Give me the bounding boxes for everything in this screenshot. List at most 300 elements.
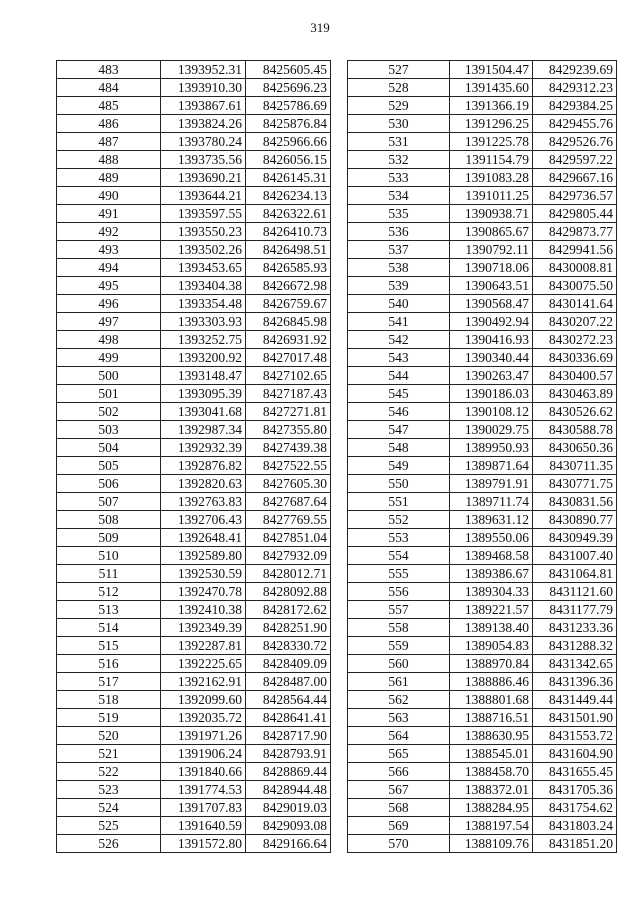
y-coordinate-cell: 8430771.75 bbox=[533, 475, 617, 493]
table-row bbox=[348, 583, 617, 601]
y-coordinate-cell: 8431851.20 bbox=[533, 835, 617, 853]
x-coordinate-cell: 1393303.93 bbox=[161, 313, 246, 331]
table-row bbox=[348, 313, 617, 331]
y-coordinate-cell: 8429667.16 bbox=[533, 169, 617, 187]
table-row bbox=[57, 511, 331, 529]
table-row bbox=[57, 385, 331, 403]
point-number-cell: 521 bbox=[57, 745, 161, 763]
y-coordinate-cell: 8431288.32 bbox=[533, 637, 617, 655]
point-number-cell: 558 bbox=[348, 619, 450, 637]
point-number-cell: 529 bbox=[348, 97, 450, 115]
y-coordinate-cell: 8429941.56 bbox=[533, 241, 617, 259]
table-row bbox=[348, 835, 617, 853]
table-row bbox=[57, 727, 331, 745]
x-coordinate-cell: 1392820.63 bbox=[161, 475, 246, 493]
point-number-cell: 499 bbox=[57, 349, 161, 367]
y-coordinate-cell: 8431803.24 bbox=[533, 817, 617, 835]
y-coordinate-cell: 8430831.56 bbox=[533, 493, 617, 511]
point-number-cell: 518 bbox=[57, 691, 161, 709]
y-coordinate-cell: 8428564.44 bbox=[246, 691, 331, 709]
table-row bbox=[57, 133, 331, 151]
point-number-cell: 491 bbox=[57, 205, 161, 223]
y-coordinate-cell: 8429873.77 bbox=[533, 223, 617, 241]
point-number-cell: 511 bbox=[57, 565, 161, 583]
y-coordinate-cell: 8429239.69 bbox=[533, 61, 617, 79]
table-row bbox=[348, 133, 617, 151]
table-row bbox=[348, 205, 617, 223]
x-coordinate-cell: 1391971.26 bbox=[161, 727, 246, 745]
table-row bbox=[348, 187, 617, 205]
y-coordinate-cell: 8430400.57 bbox=[533, 367, 617, 385]
point-number-cell: 548 bbox=[348, 439, 450, 457]
y-coordinate-cell: 8431705.36 bbox=[533, 781, 617, 799]
table-row bbox=[57, 547, 331, 565]
x-coordinate-cell: 1390108.12 bbox=[450, 403, 533, 421]
point-number-cell: 557 bbox=[348, 601, 450, 619]
point-number-cell: 505 bbox=[57, 457, 161, 475]
point-number-cell: 569 bbox=[348, 817, 450, 835]
point-number-cell: 509 bbox=[57, 529, 161, 547]
x-coordinate-cell: 1389550.06 bbox=[450, 529, 533, 547]
point-number-cell: 531 bbox=[348, 133, 450, 151]
y-coordinate-cell: 8427605.30 bbox=[246, 475, 331, 493]
y-coordinate-cell: 8426759.67 bbox=[246, 295, 331, 313]
table-row bbox=[57, 367, 331, 385]
y-coordinate-cell: 8427102.65 bbox=[246, 367, 331, 385]
table-row bbox=[348, 439, 617, 457]
table-row bbox=[57, 313, 331, 331]
x-coordinate-cell: 1388372.01 bbox=[450, 781, 533, 799]
y-coordinate-cell: 8429455.76 bbox=[533, 115, 617, 133]
table-row bbox=[57, 457, 331, 475]
x-coordinate-cell: 1393252.75 bbox=[161, 331, 246, 349]
table-row bbox=[57, 241, 331, 259]
table-row bbox=[57, 781, 331, 799]
y-coordinate-cell: 8428641.41 bbox=[246, 709, 331, 727]
y-coordinate-cell: 8430336.69 bbox=[533, 349, 617, 367]
point-number-cell: 540 bbox=[348, 295, 450, 313]
point-number-cell: 568 bbox=[348, 799, 450, 817]
point-number-cell: 526 bbox=[57, 835, 161, 853]
y-coordinate-cell: 8430141.64 bbox=[533, 295, 617, 313]
point-number-cell: 570 bbox=[348, 835, 450, 853]
x-coordinate-cell: 1393644.21 bbox=[161, 187, 246, 205]
x-coordinate-cell: 1388886.46 bbox=[450, 673, 533, 691]
x-coordinate-cell: 1388109.76 bbox=[450, 835, 533, 853]
x-coordinate-cell: 1389711.74 bbox=[450, 493, 533, 511]
y-coordinate-cell: 8428172.62 bbox=[246, 601, 331, 619]
table-row bbox=[348, 673, 617, 691]
x-coordinate-cell: 1390938.71 bbox=[450, 205, 533, 223]
point-number-cell: 500 bbox=[57, 367, 161, 385]
y-coordinate-cell: 8430075.50 bbox=[533, 277, 617, 295]
point-number-cell: 551 bbox=[348, 493, 450, 511]
x-coordinate-cell: 1391154.79 bbox=[450, 151, 533, 169]
x-coordinate-cell: 1390718.06 bbox=[450, 259, 533, 277]
y-coordinate-cell: 8428409.09 bbox=[246, 655, 331, 673]
x-coordinate-cell: 1389950.93 bbox=[450, 439, 533, 457]
point-number-cell: 486 bbox=[57, 115, 161, 133]
y-coordinate-cell: 8427017.48 bbox=[246, 349, 331, 367]
point-number-cell: 506 bbox=[57, 475, 161, 493]
table-row bbox=[57, 763, 331, 781]
point-number-cell: 496 bbox=[57, 295, 161, 313]
table-row bbox=[348, 259, 617, 277]
x-coordinate-cell: 1390643.51 bbox=[450, 277, 533, 295]
x-coordinate-cell: 1393867.61 bbox=[161, 97, 246, 115]
point-number-cell: 561 bbox=[348, 673, 450, 691]
table-row bbox=[348, 403, 617, 421]
y-coordinate-cell: 8431754.62 bbox=[533, 799, 617, 817]
point-number-cell: 544 bbox=[348, 367, 450, 385]
point-number-cell: 546 bbox=[348, 403, 450, 421]
point-number-cell: 495 bbox=[57, 277, 161, 295]
x-coordinate-cell: 1389054.83 bbox=[450, 637, 533, 655]
point-number-cell: 547 bbox=[348, 421, 450, 439]
table-row bbox=[348, 763, 617, 781]
x-coordinate-cell: 1391707.83 bbox=[161, 799, 246, 817]
y-coordinate-cell: 8426410.73 bbox=[246, 223, 331, 241]
point-number-cell: 556 bbox=[348, 583, 450, 601]
table-row bbox=[348, 349, 617, 367]
table-row bbox=[348, 493, 617, 511]
table-row bbox=[348, 97, 617, 115]
table-row bbox=[348, 151, 617, 169]
table-row bbox=[57, 835, 331, 853]
point-number-cell: 501 bbox=[57, 385, 161, 403]
x-coordinate-cell: 1389791.91 bbox=[450, 475, 533, 493]
y-coordinate-cell: 8427769.55 bbox=[246, 511, 331, 529]
y-coordinate-cell: 8426145.31 bbox=[246, 169, 331, 187]
table-row bbox=[348, 547, 617, 565]
x-coordinate-cell: 1391840.66 bbox=[161, 763, 246, 781]
x-coordinate-cell: 1390263.47 bbox=[450, 367, 533, 385]
point-number-cell: 562 bbox=[348, 691, 450, 709]
x-coordinate-cell: 1393780.24 bbox=[161, 133, 246, 151]
point-number-cell: 549 bbox=[348, 457, 450, 475]
table-row bbox=[57, 79, 331, 97]
y-coordinate-cell: 8430463.89 bbox=[533, 385, 617, 403]
table-row bbox=[348, 331, 617, 349]
y-coordinate-cell: 8427187.43 bbox=[246, 385, 331, 403]
x-coordinate-cell: 1393735.56 bbox=[161, 151, 246, 169]
y-coordinate-cell: 8431655.45 bbox=[533, 763, 617, 781]
table-row bbox=[348, 619, 617, 637]
x-coordinate-cell: 1393404.38 bbox=[161, 277, 246, 295]
x-coordinate-cell: 1389138.40 bbox=[450, 619, 533, 637]
x-coordinate-cell: 1393095.39 bbox=[161, 385, 246, 403]
table-row bbox=[348, 799, 617, 817]
table-row bbox=[348, 637, 617, 655]
y-coordinate-cell: 8430949.39 bbox=[533, 529, 617, 547]
y-coordinate-cell: 8431604.90 bbox=[533, 745, 617, 763]
point-number-cell: 487 bbox=[57, 133, 161, 151]
table-row bbox=[57, 565, 331, 583]
table-row bbox=[348, 223, 617, 241]
x-coordinate-cell: 1388970.84 bbox=[450, 655, 533, 673]
table-row bbox=[348, 691, 617, 709]
y-coordinate-cell: 8426672.98 bbox=[246, 277, 331, 295]
point-number-cell: 560 bbox=[348, 655, 450, 673]
point-number-cell: 490 bbox=[57, 187, 161, 205]
y-coordinate-cell: 8428251.90 bbox=[246, 619, 331, 637]
table-row bbox=[57, 601, 331, 619]
table-row bbox=[348, 745, 617, 763]
y-coordinate-cell: 8427439.38 bbox=[246, 439, 331, 457]
table-row bbox=[57, 799, 331, 817]
y-coordinate-cell: 8430272.23 bbox=[533, 331, 617, 349]
point-number-cell: 564 bbox=[348, 727, 450, 745]
x-coordinate-cell: 1391906.24 bbox=[161, 745, 246, 763]
table-row bbox=[348, 475, 617, 493]
y-coordinate-cell: 8431121.60 bbox=[533, 583, 617, 601]
point-number-cell: 543 bbox=[348, 349, 450, 367]
table-row bbox=[57, 277, 331, 295]
point-number-cell: 567 bbox=[348, 781, 450, 799]
y-coordinate-cell: 8426322.61 bbox=[246, 205, 331, 223]
table-row bbox=[348, 511, 617, 529]
y-coordinate-cell: 8430650.36 bbox=[533, 439, 617, 457]
point-number-cell: 508 bbox=[57, 511, 161, 529]
x-coordinate-cell: 1392987.34 bbox=[161, 421, 246, 439]
x-coordinate-cell: 1388716.51 bbox=[450, 709, 533, 727]
point-number-cell: 503 bbox=[57, 421, 161, 439]
y-coordinate-cell: 8429019.03 bbox=[246, 799, 331, 817]
point-number-cell: 555 bbox=[348, 565, 450, 583]
x-coordinate-cell: 1393453.65 bbox=[161, 259, 246, 277]
y-coordinate-cell: 8431177.79 bbox=[533, 601, 617, 619]
x-coordinate-cell: 1388630.95 bbox=[450, 727, 533, 745]
point-number-cell: 552 bbox=[348, 511, 450, 529]
y-coordinate-cell: 8431501.90 bbox=[533, 709, 617, 727]
y-coordinate-cell: 8429093.08 bbox=[246, 817, 331, 835]
table-row bbox=[57, 151, 331, 169]
table-row bbox=[348, 79, 617, 97]
point-number-cell: 528 bbox=[348, 79, 450, 97]
table-row bbox=[57, 637, 331, 655]
point-number-cell: 515 bbox=[57, 637, 161, 655]
point-number-cell: 492 bbox=[57, 223, 161, 241]
x-coordinate-cell: 1391011.25 bbox=[450, 187, 533, 205]
y-coordinate-cell: 8430711.35 bbox=[533, 457, 617, 475]
point-number-cell: 537 bbox=[348, 241, 450, 259]
point-number-cell: 512 bbox=[57, 583, 161, 601]
x-coordinate-cell: 1393550.23 bbox=[161, 223, 246, 241]
table-row bbox=[348, 457, 617, 475]
x-coordinate-cell: 1393824.26 bbox=[161, 115, 246, 133]
y-coordinate-cell: 8426931.92 bbox=[246, 331, 331, 349]
y-coordinate-cell: 8427851.04 bbox=[246, 529, 331, 547]
table-row bbox=[348, 709, 617, 727]
x-coordinate-cell: 1392932.39 bbox=[161, 439, 246, 457]
y-coordinate-cell: 8431007.40 bbox=[533, 547, 617, 565]
y-coordinate-cell: 8431064.81 bbox=[533, 565, 617, 583]
x-coordinate-cell: 1389468.58 bbox=[450, 547, 533, 565]
coordinates-table-right bbox=[347, 60, 617, 853]
y-coordinate-cell: 8425696.23 bbox=[246, 79, 331, 97]
table-row bbox=[57, 619, 331, 637]
table-row bbox=[57, 475, 331, 493]
y-coordinate-cell: 8429805.44 bbox=[533, 205, 617, 223]
table-row bbox=[57, 205, 331, 223]
point-number-cell: 563 bbox=[348, 709, 450, 727]
table-row bbox=[57, 655, 331, 673]
table-row bbox=[57, 61, 331, 79]
x-coordinate-cell: 1388545.01 bbox=[450, 745, 533, 763]
table-row bbox=[348, 565, 617, 583]
table-row bbox=[57, 223, 331, 241]
point-number-cell: 545 bbox=[348, 385, 450, 403]
point-number-cell: 536 bbox=[348, 223, 450, 241]
table-row bbox=[57, 709, 331, 727]
point-number-cell: 484 bbox=[57, 79, 161, 97]
x-coordinate-cell: 1390029.75 bbox=[450, 421, 533, 439]
point-number-cell: 532 bbox=[348, 151, 450, 169]
point-number-cell: 542 bbox=[348, 331, 450, 349]
point-number-cell: 502 bbox=[57, 403, 161, 421]
x-coordinate-cell: 1392162.91 bbox=[161, 673, 246, 691]
y-coordinate-cell: 8429166.64 bbox=[246, 835, 331, 853]
point-number-cell: 539 bbox=[348, 277, 450, 295]
x-coordinate-cell: 1390340.44 bbox=[450, 349, 533, 367]
point-number-cell: 553 bbox=[348, 529, 450, 547]
x-coordinate-cell: 1393502.26 bbox=[161, 241, 246, 259]
x-coordinate-cell: 1392706.43 bbox=[161, 511, 246, 529]
y-coordinate-cell: 8429526.76 bbox=[533, 133, 617, 151]
y-coordinate-cell: 8430207.22 bbox=[533, 313, 617, 331]
x-coordinate-cell: 1392648.41 bbox=[161, 529, 246, 547]
table-row bbox=[57, 421, 331, 439]
y-coordinate-cell: 8425605.45 bbox=[246, 61, 331, 79]
point-number-cell: 524 bbox=[57, 799, 161, 817]
point-number-cell: 483 bbox=[57, 61, 161, 79]
y-coordinate-cell: 8425876.84 bbox=[246, 115, 331, 133]
y-coordinate-cell: 8428944.48 bbox=[246, 781, 331, 799]
x-coordinate-cell: 1389631.12 bbox=[450, 511, 533, 529]
x-coordinate-cell: 1389871.64 bbox=[450, 457, 533, 475]
point-number-cell: 541 bbox=[348, 313, 450, 331]
point-number-cell: 498 bbox=[57, 331, 161, 349]
table-row bbox=[348, 421, 617, 439]
table-row bbox=[57, 745, 331, 763]
x-coordinate-cell: 1392530.59 bbox=[161, 565, 246, 583]
point-number-cell: 488 bbox=[57, 151, 161, 169]
point-number-cell: 525 bbox=[57, 817, 161, 835]
y-coordinate-cell: 8428012.71 bbox=[246, 565, 331, 583]
y-coordinate-cell: 8429736.57 bbox=[533, 187, 617, 205]
point-number-cell: 554 bbox=[348, 547, 450, 565]
y-coordinate-cell: 8426845.98 bbox=[246, 313, 331, 331]
table-row bbox=[348, 817, 617, 835]
y-coordinate-cell: 8430588.78 bbox=[533, 421, 617, 439]
x-coordinate-cell: 1389386.67 bbox=[450, 565, 533, 583]
y-coordinate-cell: 8431342.65 bbox=[533, 655, 617, 673]
table-row bbox=[57, 529, 331, 547]
point-number-cell: 507 bbox=[57, 493, 161, 511]
table-row bbox=[57, 115, 331, 133]
x-coordinate-cell: 1391504.47 bbox=[450, 61, 533, 79]
x-coordinate-cell: 1393148.47 bbox=[161, 367, 246, 385]
table-row bbox=[348, 295, 617, 313]
point-number-cell: 523 bbox=[57, 781, 161, 799]
point-number-cell: 534 bbox=[348, 187, 450, 205]
x-coordinate-cell: 1392035.72 bbox=[161, 709, 246, 727]
table-row bbox=[348, 385, 617, 403]
point-number-cell: 504 bbox=[57, 439, 161, 457]
x-coordinate-cell: 1391640.59 bbox=[161, 817, 246, 835]
point-number-cell: 550 bbox=[348, 475, 450, 493]
point-number-cell: 494 bbox=[57, 259, 161, 277]
table-row bbox=[57, 439, 331, 457]
table-row bbox=[348, 529, 617, 547]
x-coordinate-cell: 1391296.25 bbox=[450, 115, 533, 133]
table-row bbox=[348, 169, 617, 187]
point-number-cell: 493 bbox=[57, 241, 161, 259]
table-row bbox=[348, 781, 617, 799]
table-row bbox=[57, 403, 331, 421]
table-row bbox=[348, 241, 617, 259]
x-coordinate-cell: 1391366.19 bbox=[450, 97, 533, 115]
y-coordinate-cell: 8430008.81 bbox=[533, 259, 617, 277]
point-number-cell: 538 bbox=[348, 259, 450, 277]
x-coordinate-cell: 1393354.48 bbox=[161, 295, 246, 313]
table-row bbox=[57, 259, 331, 277]
table-row bbox=[348, 367, 617, 385]
y-coordinate-cell: 8425786.69 bbox=[246, 97, 331, 115]
x-coordinate-cell: 1390865.67 bbox=[450, 223, 533, 241]
table-row bbox=[348, 277, 617, 295]
point-number-cell: 527 bbox=[348, 61, 450, 79]
x-coordinate-cell: 1390492.94 bbox=[450, 313, 533, 331]
x-coordinate-cell: 1392589.80 bbox=[161, 547, 246, 565]
x-coordinate-cell: 1393690.21 bbox=[161, 169, 246, 187]
table-row bbox=[57, 97, 331, 115]
x-coordinate-cell: 1388284.95 bbox=[450, 799, 533, 817]
y-coordinate-cell: 8427932.09 bbox=[246, 547, 331, 565]
y-coordinate-cell: 8427522.55 bbox=[246, 457, 331, 475]
x-coordinate-cell: 1388458.70 bbox=[450, 763, 533, 781]
y-coordinate-cell: 8427355.80 bbox=[246, 421, 331, 439]
coordinates-table-left bbox=[56, 60, 331, 853]
x-coordinate-cell: 1393041.68 bbox=[161, 403, 246, 421]
x-coordinate-cell: 1393910.30 bbox=[161, 79, 246, 97]
table-row bbox=[57, 187, 331, 205]
table-row bbox=[348, 601, 617, 619]
table-row bbox=[348, 727, 617, 745]
y-coordinate-cell: 8428869.44 bbox=[246, 763, 331, 781]
table-row bbox=[348, 61, 617, 79]
x-coordinate-cell: 1389304.33 bbox=[450, 583, 533, 601]
point-number-cell: 516 bbox=[57, 655, 161, 673]
y-coordinate-cell: 8431233.36 bbox=[533, 619, 617, 637]
x-coordinate-cell: 1390186.03 bbox=[450, 385, 533, 403]
point-number-cell: 520 bbox=[57, 727, 161, 745]
y-coordinate-cell: 8426234.13 bbox=[246, 187, 331, 205]
x-coordinate-cell: 1392349.39 bbox=[161, 619, 246, 637]
x-coordinate-cell: 1390792.11 bbox=[450, 241, 533, 259]
point-number-cell: 559 bbox=[348, 637, 450, 655]
table-row bbox=[57, 295, 331, 313]
y-coordinate-cell: 8429384.25 bbox=[533, 97, 617, 115]
x-coordinate-cell: 1392099.60 bbox=[161, 691, 246, 709]
y-coordinate-cell: 8430890.77 bbox=[533, 511, 617, 529]
y-coordinate-cell: 8428793.91 bbox=[246, 745, 331, 763]
point-number-cell: 517 bbox=[57, 673, 161, 691]
y-coordinate-cell: 8427271.81 bbox=[246, 403, 331, 421]
table-row bbox=[57, 691, 331, 709]
table-row bbox=[57, 331, 331, 349]
x-coordinate-cell: 1393597.55 bbox=[161, 205, 246, 223]
